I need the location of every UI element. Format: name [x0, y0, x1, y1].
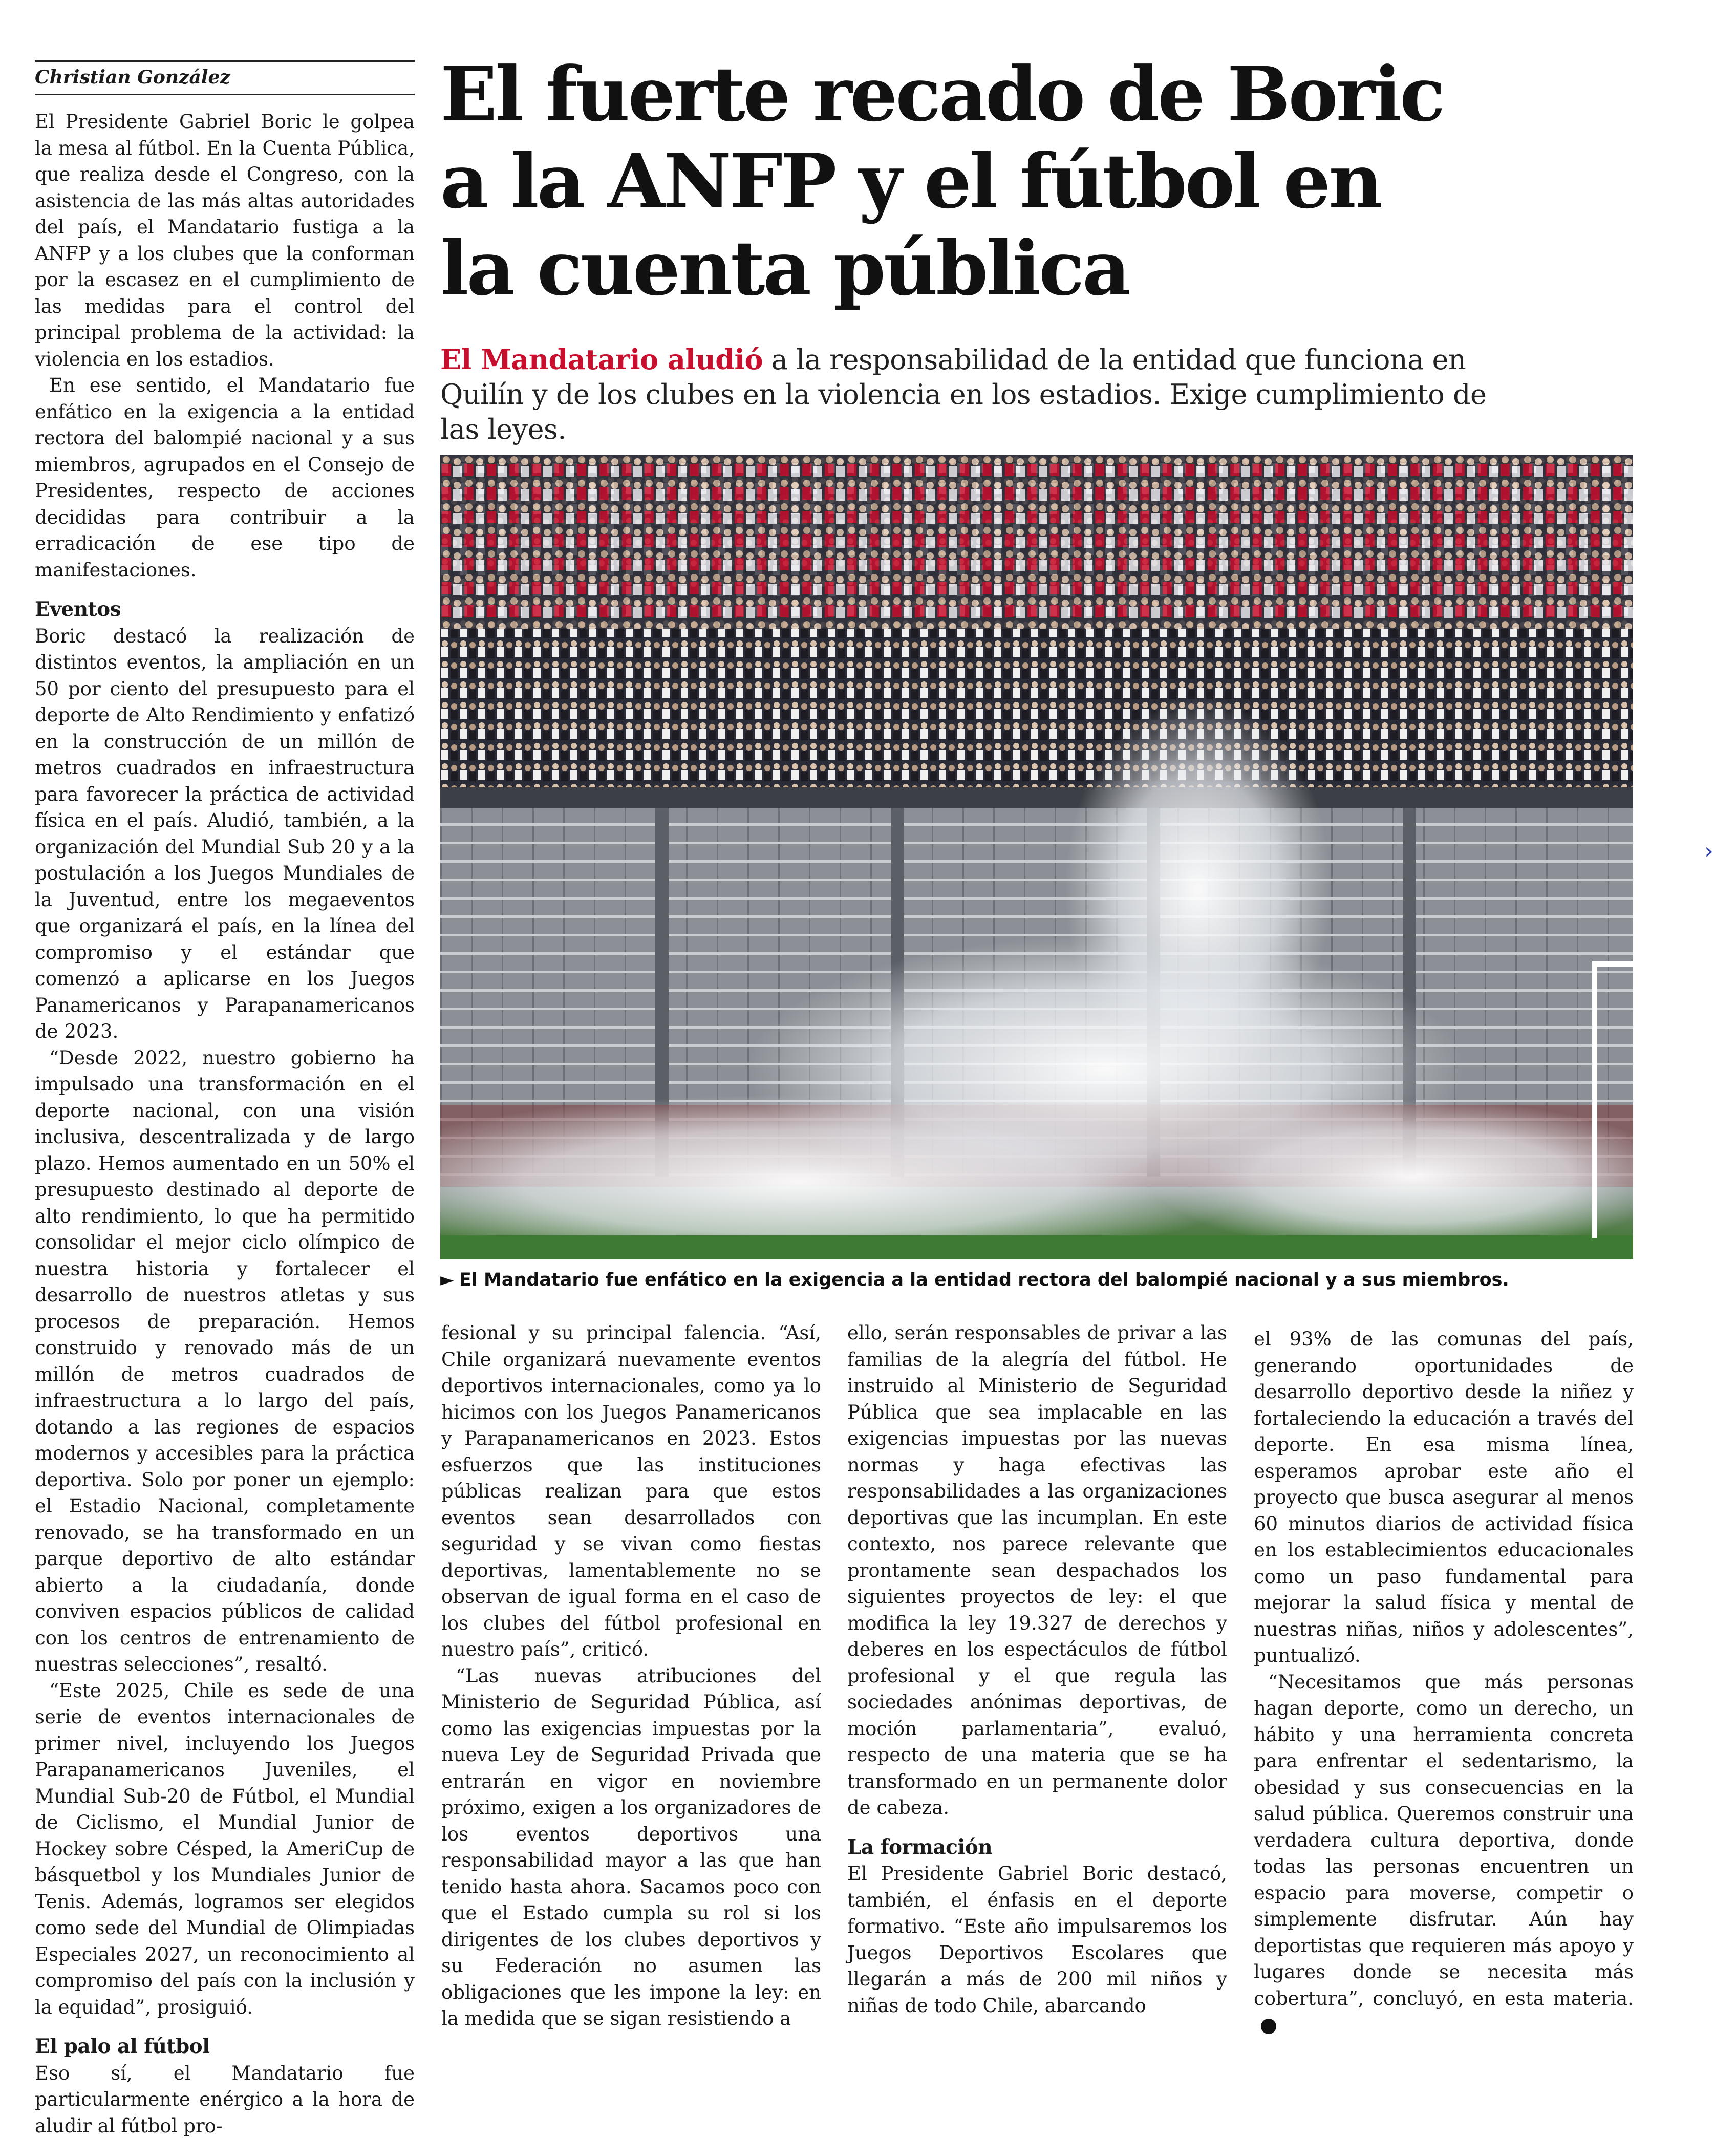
- next-page-button[interactable]: [1695, 837, 1723, 865]
- lede: [440, 342, 1495, 447]
- article-column-3: [847, 1320, 1227, 2019]
- paragraph: “Desde 2022, nuestro gobierno ha impulsado una transformación en el deporte nacional, con una visión inclusiva, descentralizada y de largo plazo. Hemos aumentado en un 50% el presupuesto destinado al deporte de alto rendimiento, lo que ha permitido consolidar el mejor ciclo olímpico de nuestra historia y fortalecer el desarrollo de nuestros atletas y sus procesos de preparación. Hemos construido y renovado más de un millón de metros cuadrados de infraestructura a lo largo del país, dotando a las regiones de espacios modernos y accesibles para la práctica deportiva. Solo por poner un ejemplo: el Estadio Nacional, completamente renovado, se ha transformado en un parque deportivo de alto estándar abierto a la ciudadanía, donde conviven espacios públicos de calidad con los centros de entrenamiento de nuestras selecciones”, resaltó.: [35, 1045, 415, 1678]
- lede-highlight: El Mandatario aludió: [440, 343, 763, 376]
- byline: Christian González: [35, 60, 415, 95]
- stadium-photo: [440, 455, 1633, 1259]
- paragraph: “Las nuevas atribuciones del Ministerio de Seguridad Pública, así como las exigencias impuestas por la nueva Ley de Seguridad Privada que entrarán en vigor en noviembre próximo, exigen a los organizadores de los eventos deportivos una responsabilidad mayor a las que han tenido hasta ahora. Sacamos poco con que el Estado cumpla su rol si los dirigentes de los clubes deportivos y su Federación no asumen las obligaciones que les impone la ley: en la medida que se sigan resistiendo a: [441, 1663, 821, 2032]
- paragraph: En ese sentido, el Mandatario fue enfático en la exigencia a la entidad rectora del balompié nacional y a sus miembros, agrupados en el Consejo de Presidentes, respecto de acciones decididas para contribuir a la erradicación de ese tipo de manifestaciones.: [35, 372, 415, 583]
- article-column-1: [35, 109, 415, 2139]
- paragraph: Boric destacó la realización de distintos eventos, la ampliación en un 50 por ciento del presupuesto para el deporte de Alto Rendimiento y enfatizó en la construcción de un millón de metros cuadrados en infraestructura para favorecer la práctica de actividad física en el país. Aludió, también, a la organización del Mundial Sub 20 y a la postulación a los Juegos Mundiales de la Juventud, entre los megaeventos que organizará el país, en la línea del compromiso y el estándar que comenzó a aplicarse en los Juegos Panamericanos y Parapanamericanos de 2023.: [35, 623, 415, 1045]
- photo-caption: [440, 1268, 1633, 1292]
- lede-text: a la responsabilidad de la entidad que funciona en Quilín y de los clubes en la violencia en los estadios. Exige cumplimiento de las leyes.: [440, 344, 1487, 445]
- paragraph: [1254, 1669, 1634, 2038]
- paragraph: El Presidente Gabriel Boric destacó, también, el énfasis en el deporte formativo. “Este año impulsaremos los Juegos Deportivos Escolares que llegarán a más de 200 mil niños y niñas de todo Chile, abarcando: [847, 1860, 1227, 2019]
- closing-paragraph-text: “Necesitamos que más personas hagan deporte, como un derecho, un hábito y una herramienta concreta para enfrentar el sedentarismo, la obesidad y sus consecuencias en la salud pública. Queremos construir una verdadera cultura deportiva, donde todas las personas encuentren un espacio para moverse, competir o simplemente disfrutar. Aún hay deportistas que requieren más apoyo y lugares donde se necesita más cobertura”, concluyó, en esta materia.: [1254, 1671, 1634, 2009]
- article-column-4: [1254, 1326, 1634, 2038]
- headline: El fuerte recado de Boric a la ANFP y el fútbol en la cuenta pública: [440, 51, 1464, 312]
- paragraph: ello, serán responsables de privar a las familias de la alegría del fútbol. He instruido al Ministerio de Seguridad Pública que sea implacable en las exigencias impuestas por las nuevas normas y haga efectivas las responsabilidades a las organizaciones deportivas que las incumplan. En este contexto, nos parece relevante que prontamente sean despachados los siguientes proyectos de ley: el que modifica la ley 19.327 de derechos y deberes en los espectáculos de fútbol profesional y el que regula las sociedades anónimas deportivas, de moción parlamentaria”, evaluó, respecto de una materia que se ha transformado en un permanente dolor de cabeza.: [847, 1320, 1227, 1821]
- paragraph: El Presidente Gabriel Boric le golpea la mesa al fútbol. En la Cuenta Pública, que realiza desde el Congreso, con la asistencia de las más altas autoridades del país, el Mandatario fustiga a la ANFP y a los clubes que la conforman por la escasez en el cumplimiento de las medidas para el control del principal problema de la actividad: la violencia en los estadios.: [35, 109, 415, 372]
- paragraph: Eso sí, el Mandatario fue particularmente enérgico a la hora de aludir al fútbol pro-: [35, 2060, 415, 2139]
- paragraph: “Este 2025, Chile es sede de una serie de eventos internacionales de primer nivel, incluyendo los Juegos Parapanamericanos Juveniles, el Mundial Sub-20 de Fútbol, el Mundial de Ciclismo, el Mundial Junior de Hockey sobre Césped, la AmeriCup de básquetbol y los Mundiales Junior de Tenis. Además, logramos ser elegidos como sede del Mundial de Olimpiadas Especiales 2027, un reconocimiento al compromiso del país con la inclusión y la equidad”, prosiguió.: [35, 1678, 415, 2021]
- stadium-photo-illustration: [440, 455, 1633, 1259]
- caption-arrow: ►: [440, 1270, 454, 1290]
- end-mark-icon: [1261, 2019, 1276, 2034]
- chevron-right-icon: ›: [1704, 838, 1713, 864]
- subhead-eventos: Eventos: [35, 596, 415, 623]
- subhead-palo-futbol: El palo al fútbol: [35, 2034, 415, 2060]
- paragraph: fesional y su principal falencia. “Así, Chile organizará nuevamente eventos deportivos internacionales, como ya lo hicimos con los Juegos Panamericanos y Parapanamericanos en 2023. Estos esfuerzos que las instituciones públicas realizan para que estos eventos sean desarrollados con seguridad y se vivan como fiestas deportivas, lamentablemente no se observan de igual forma en el caso de los clubes del fútbol profesional en nuestro país”, criticó.: [441, 1320, 821, 1663]
- subhead-formacion: La formación: [847, 1834, 1227, 1861]
- caption-text: El Mandatario fue enfático en la exigencia a la entidad rectora del balompié nacional y a sus miembros.: [459, 1270, 1509, 1290]
- paragraph: el 93% de las comunas del país, generando oportunidades de desarrollo deportivo desde la niñez y fortaleciendo la educación a través del deporte. En esa misma línea, esperamos aprobar este año el proyecto que busca asegurar al menos 60 minutos diarios de actividad física en los establecimientos educacionales como un paso fundamental para mejorar la salud física y mental de nuestras niñas, niños y adolescentes”, puntualizó.: [1254, 1326, 1634, 1669]
- article-column-2: [441, 1320, 821, 2032]
